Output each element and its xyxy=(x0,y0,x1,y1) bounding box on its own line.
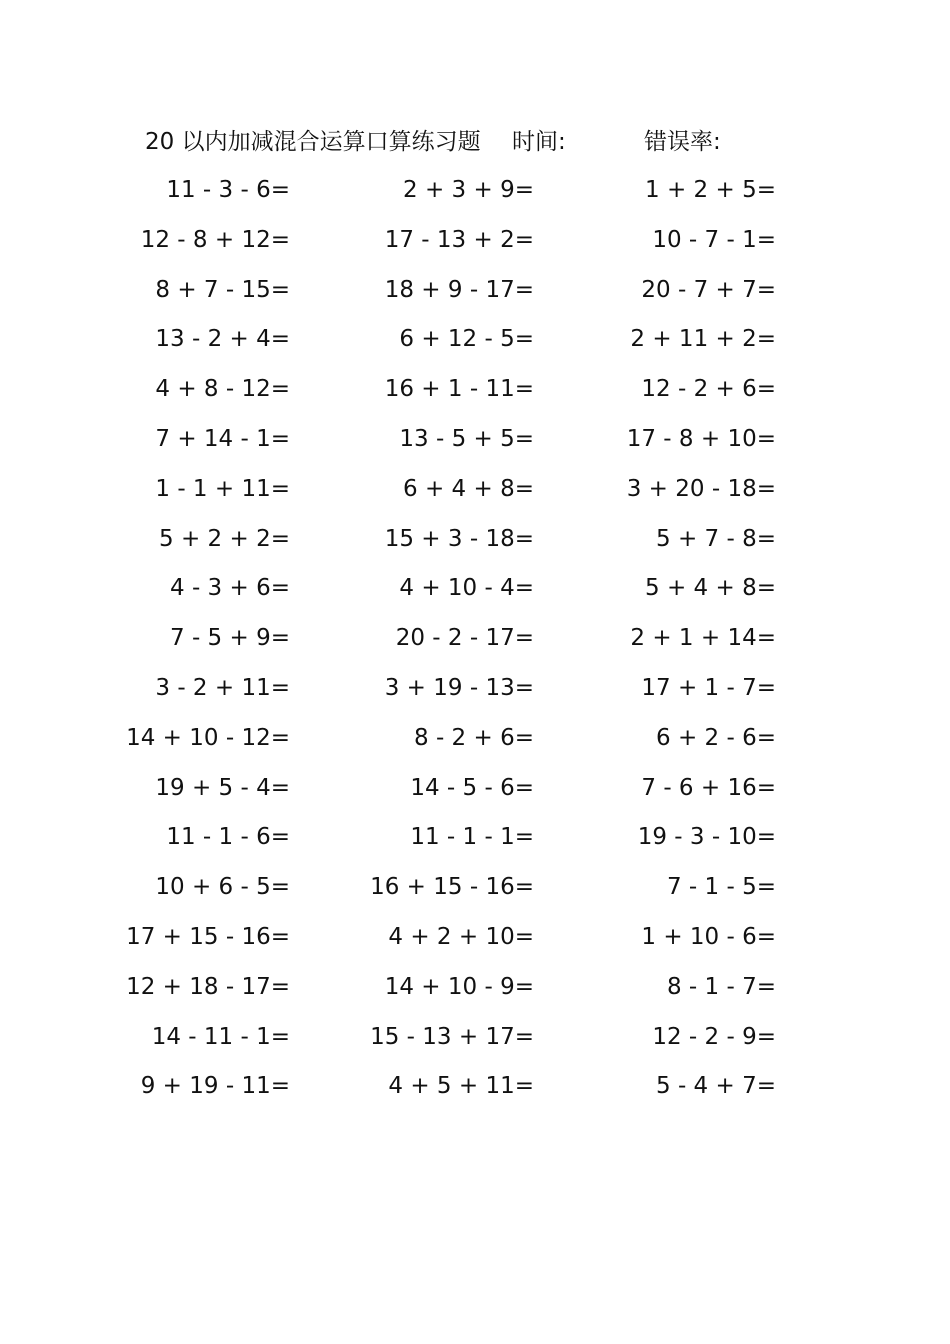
arithmetic-problem: 5 - 4 + 7= xyxy=(656,1073,776,1100)
problem-row xyxy=(0,618,950,668)
problem-row xyxy=(0,917,950,967)
arithmetic-problem: 4 - 3 + 6= xyxy=(170,575,290,602)
arithmetic-problem: 13 - 5 + 5= xyxy=(399,425,534,452)
problem-grid xyxy=(0,170,950,1116)
problem-row xyxy=(0,867,950,917)
arithmetic-problem: 7 + 14 - 1= xyxy=(155,425,290,452)
arithmetic-problem: 20 - 2 - 17= xyxy=(395,625,534,652)
problem-row xyxy=(0,469,950,519)
arithmetic-problem: 17 + 15 - 16= xyxy=(126,923,290,950)
arithmetic-problem: 14 - 5 - 6= xyxy=(410,774,534,801)
arithmetic-problem: 12 - 2 + 6= xyxy=(641,376,776,403)
arithmetic-problem: 11 - 3 - 6= xyxy=(166,177,290,203)
arithmetic-problem: 4 + 2 + 10= xyxy=(388,923,534,950)
arithmetic-problem: 15 + 3 - 18= xyxy=(384,525,534,552)
problem-row xyxy=(0,419,950,469)
problem-row xyxy=(0,768,950,818)
problem-row xyxy=(0,817,950,867)
time-label: 时间: xyxy=(512,129,566,155)
problem-row xyxy=(0,668,950,718)
worksheet-title: 20 以内加减混合运算口算练习题 xyxy=(145,129,481,155)
arithmetic-problem: 10 - 7 - 1= xyxy=(652,226,776,253)
arithmetic-problem: 5 + 7 - 8= xyxy=(656,525,776,552)
arithmetic-problem: 12 - 8 + 12= xyxy=(140,226,290,253)
arithmetic-problem: 11 - 1 - 6= xyxy=(166,824,290,851)
arithmetic-problem: 2 + 3 + 9= xyxy=(403,177,534,203)
problem-row xyxy=(0,319,950,369)
arithmetic-problem: 20 - 7 + 7= xyxy=(641,276,776,303)
problem-row xyxy=(0,1017,950,1067)
arithmetic-problem: 6 + 4 + 8= xyxy=(403,475,534,502)
arithmetic-problem: 5 + 4 + 8= xyxy=(645,575,776,602)
problem-row xyxy=(0,568,950,618)
problem-row xyxy=(0,170,950,220)
arithmetic-problem: 14 + 10 - 12= xyxy=(126,724,290,751)
worksheet-header xyxy=(0,124,950,160)
arithmetic-problem: 3 - 2 + 11= xyxy=(155,674,290,701)
arithmetic-problem: 8 + 7 - 15= xyxy=(155,276,290,303)
problem-row xyxy=(0,718,950,768)
arithmetic-problem: 13 - 2 + 4= xyxy=(155,326,290,353)
arithmetic-problem: 17 - 8 + 10= xyxy=(626,425,776,452)
arithmetic-problem: 7 - 5 + 9= xyxy=(170,625,290,652)
problem-row xyxy=(0,967,950,1017)
arithmetic-problem: 7 - 1 - 5= xyxy=(666,874,776,901)
arithmetic-problem: 17 - 13 + 2= xyxy=(384,226,534,253)
arithmetic-problem: 3 + 19 - 13= xyxy=(384,674,534,701)
arithmetic-problem: 4 + 5 + 11= xyxy=(388,1073,534,1100)
problem-row xyxy=(0,519,950,569)
arithmetic-problem: 16 + 15 - 16= xyxy=(370,874,534,901)
arithmetic-problem: 4 + 8 - 12= xyxy=(155,376,290,403)
arithmetic-problem: 19 + 5 - 4= xyxy=(155,774,290,801)
arithmetic-problem: 18 + 9 - 17= xyxy=(384,276,534,303)
arithmetic-problem: 2 + 1 + 14= xyxy=(630,625,776,652)
arithmetic-problem: 5 + 2 + 2= xyxy=(159,525,290,552)
error-rate-label: 错误率: xyxy=(644,129,721,155)
arithmetic-problem: 14 + 10 - 9= xyxy=(384,973,534,1000)
arithmetic-problem: 14 - 11 - 1= xyxy=(151,1023,290,1050)
problem-row xyxy=(0,1066,950,1116)
arithmetic-problem: 1 - 1 + 11= xyxy=(155,475,290,502)
arithmetic-problem: 1 + 10 - 6= xyxy=(641,923,776,950)
problem-row xyxy=(0,369,950,419)
arithmetic-problem: 3 + 20 - 18= xyxy=(626,475,776,502)
problem-row xyxy=(0,270,950,320)
arithmetic-problem: 9 + 19 - 11= xyxy=(140,1073,290,1100)
arithmetic-problem: 12 - 2 - 9= xyxy=(652,1023,776,1050)
arithmetic-problem: 8 - 2 + 6= xyxy=(414,724,534,751)
arithmetic-problem: 7 - 6 + 16= xyxy=(641,774,776,801)
arithmetic-problem: 17 + 1 - 7= xyxy=(641,674,776,701)
problem-row xyxy=(0,220,950,270)
arithmetic-problem: 10 + 6 - 5= xyxy=(155,874,290,901)
arithmetic-problem: 6 + 12 - 5= xyxy=(399,326,534,353)
arithmetic-problem: 11 - 1 - 1= xyxy=(410,824,534,851)
arithmetic-problem: 15 - 13 + 17= xyxy=(370,1023,534,1050)
arithmetic-problem: 16 + 1 - 11= xyxy=(384,376,534,403)
arithmetic-problem: 19 - 3 - 10= xyxy=(637,824,776,851)
arithmetic-problem: 4 + 10 - 4= xyxy=(399,575,534,602)
arithmetic-problem: 1 + 2 + 5= xyxy=(645,177,776,203)
arithmetic-problem: 6 + 2 - 6= xyxy=(656,724,776,751)
arithmetic-problem: 12 + 18 - 17= xyxy=(126,973,290,1000)
arithmetic-problem: 2 + 11 + 2= xyxy=(630,326,776,353)
arithmetic-problem: 8 - 1 - 7= xyxy=(666,973,776,1000)
